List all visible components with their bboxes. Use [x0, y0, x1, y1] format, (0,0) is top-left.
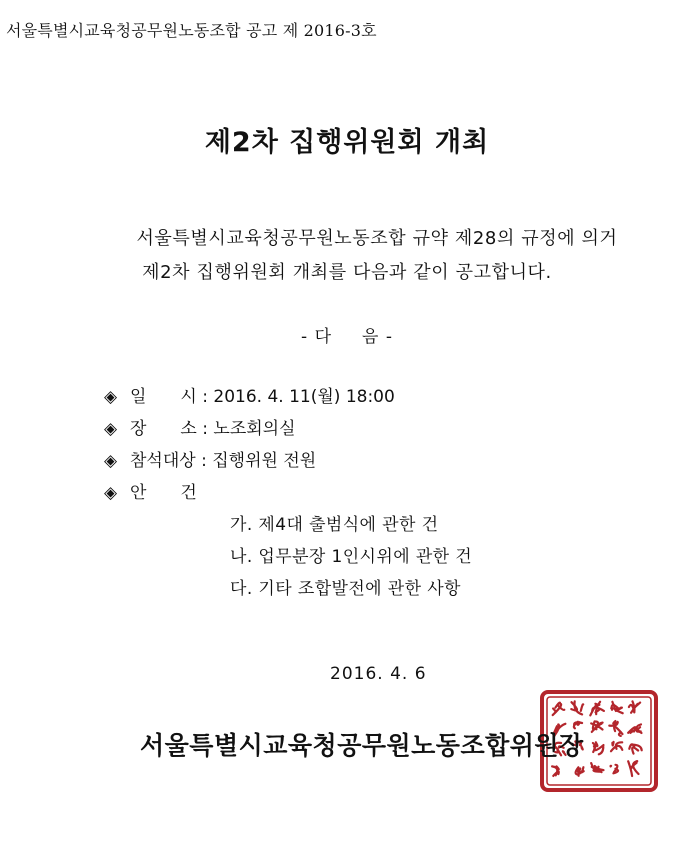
item-agenda-heading — [104, 478, 197, 503]
seal-stroke — [553, 709, 555, 712]
item-datetime — [104, 382, 395, 407]
diamond-bullet-icon: ◈ — [104, 483, 118, 503]
item-value: 집행위원 전원 — [212, 451, 317, 471]
item-value: 노조회의실 — [213, 419, 296, 439]
diamond-bullet-icon: ◈ — [104, 387, 118, 407]
item-attendees — [104, 446, 316, 471]
seal-stroke — [619, 732, 621, 736]
item-separator: : — [195, 451, 213, 471]
seal-stroke — [595, 704, 599, 705]
document-title: 제2차 집행위원회 개최 — [204, 127, 490, 158]
agenda-item-1: 가. 제4대 출범식에 관한 건 — [230, 515, 439, 535]
item-label: 참석대상 — [130, 451, 196, 471]
diamond-bullet-icon: ◈ — [104, 451, 118, 471]
intro-line-1: 서울특별시교육청공무원노동조합 규약 제28의 규정에 의거 — [136, 228, 618, 249]
divider-left: - 다 — [301, 327, 332, 347]
seal-stroke — [571, 702, 577, 710]
intro-line-2: 제2차 집행위원회 개최를 다음과 같이 공고합니다. — [142, 262, 552, 283]
seal-stroke — [611, 766, 612, 767]
notice-number: 서울특별시교육청공무원노동조합 공고 제 2016-3호 — [6, 21, 377, 40]
item-label: 안 건 — [130, 483, 197, 503]
agenda-item-3: 다. 기타 조합발전에 관한 사항 — [230, 579, 461, 599]
divider-right: 음 - — [362, 327, 393, 347]
item-label: 일 시 — [130, 387, 197, 407]
item-location — [104, 414, 296, 439]
item-separator: : — [196, 419, 214, 439]
signer-name: 서울특별시교육청공무원노동조합위원장 — [140, 731, 584, 760]
seal-stroke — [632, 747, 638, 753]
item-label: 장 소 — [130, 419, 197, 439]
item-value: 2016. 4. 11(월) 18:00 — [213, 387, 395, 407]
agenda-item-2: 나. 업무분장 1인시위에 관한 건 — [230, 547, 473, 567]
notice-date: 2016. 4. 6 — [330, 664, 427, 684]
section-divider — [0, 322, 694, 347]
item-separator: : — [196, 387, 214, 407]
seal-stroke — [581, 704, 583, 711]
seal-stroke — [612, 742, 613, 745]
diamond-bullet-icon: ◈ — [104, 419, 118, 439]
